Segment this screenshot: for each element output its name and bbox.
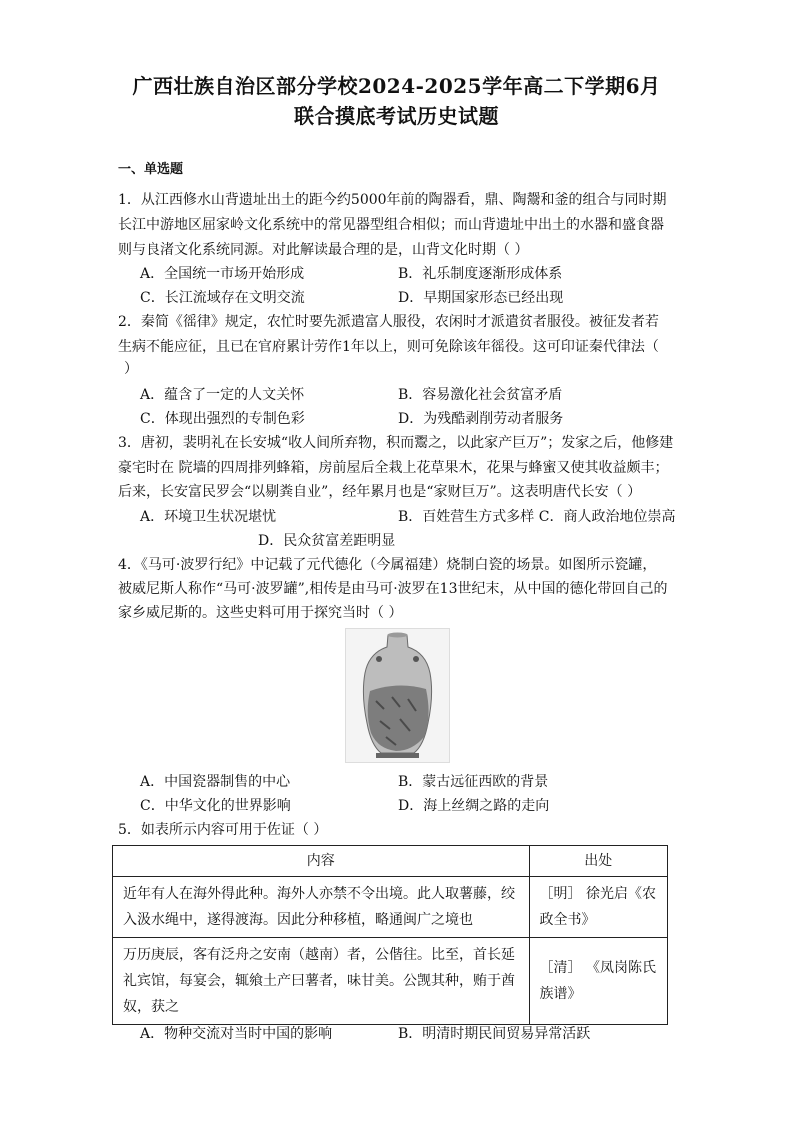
table-cell-source: ［明］ 徐光启《农政全书》 [529,877,668,938]
question-2-option-d[interactable]: D．为残酷剥削劳动者服务 [398,411,564,427]
question-1-option-c[interactable]: C．长江流域存在文明交流 [140,290,305,306]
source-table [112,845,668,1025]
question-2-option-a[interactable]: A．蕴含了一定的人文关怀 [140,387,305,403]
question-4-line-3: 家乡威尼斯的。这些史料可用于探究当时（ ） [118,605,403,621]
question-5-option-b[interactable]: B．明清时期民间贸易异常活跃 [398,1026,591,1042]
question-3-line-2: 豪宅时在 院墙的四周排列蜂箱，房前屋后全栽上花草果木，花果与蜂蜜又使其收益颇丰； [118,460,669,476]
question-2-line-1: 2．秦简《徭律》规定，农忙时要先派遣富人服役，农闲时才派遣贫者服役。被征发者若 [118,314,659,330]
question-1-line-1: 1．从江西修水山背遗址出土的距今约5000年前的陶器看，鼎、陶鬶和釜的组合与同时期 [118,192,667,208]
question-5-option-a[interactable]: A．物种交流对当时中国的影响 [140,1026,333,1042]
exam-title-line2: 联合摸底考试历史试题 [294,104,499,128]
question-3-option-d[interactable]: D．民众贫富差距明显 [258,533,396,549]
question-4-option-d[interactable]: D．海上丝绸之路的走向 [398,798,550,814]
exam-title-line1: 广西壮族自治区部分学校2024-2025学年高二下学期6月 [132,74,661,98]
table-cell-content: 万历庚辰，客有泛舟之安南（越南）者，公偕往。比至，首长延礼宾馆，每宴会，辄飨土产曰薯者，味甘美。公觊其种，贿于酋奴，获之 [113,938,530,1025]
table-row [113,877,668,938]
question-2-line-3: ） [124,361,138,377]
question-3-line-3: 后来，长安富民罗会“以剔粪自业”，经年累月也是“家财巨万”。这表明唐代长安（ ） [118,484,642,500]
question-4-option-b[interactable]: B．蒙古远征西欧的背景 [398,774,549,790]
question-1-option-a[interactable]: A．全国统一市场开始形成 [140,266,305,282]
question-3-option-a[interactable]: A．环境卫生状况堪忧 [140,509,277,525]
table-header-content: 内容 [113,846,530,877]
question-1-option-d[interactable]: D．早期国家形态已经出现 [398,290,564,306]
question-1-option-b[interactable]: B．礼乐制度逐渐形成体系 [398,266,563,282]
question-3-option-b-c[interactable]: B．百姓营生方式多样 C．商人政治地位崇高 [398,509,676,525]
question-1-line-2: 长江中游地区屈家岭文化系统中的常见器型组合相似；而山背遗址中出土的水器和盛食器 [118,217,664,233]
section-heading: 一、单选题 [118,162,184,177]
table-header-source: 出处 [529,846,668,877]
jar-drawing [346,629,449,762]
question-2-option-b[interactable]: B．容易激化社会贫富矛盾 [398,387,563,403]
question-5-line-1: 5．如表所示内容可用于佐证（ ） [118,822,328,838]
question-4-option-c[interactable]: C．中华文化的世界影响 [140,798,291,814]
table-cell-content: 近年有人在海外得此种。海外人亦禁不令出境。此人取薯藤，绞入汲水绳中，遂得渡海。因此分种移植，略通闽广之境也 [113,877,530,938]
table-row [113,938,668,1025]
question-4-line-1: 4．《马可·波罗行纪》中记载了元代德化（今属福建）烧制白瓷的场景。如图所示瓷罐， [118,557,657,573]
question-2-option-c[interactable]: C．体现出强烈的专制色彩 [140,411,305,427]
question-4-option-a[interactable]: A．中国瓷器制售的中心 [140,774,291,790]
question-4-line-2: 被威尼斯人称作“马可·波罗罐”,相传是由马可·波罗在13世纪末，从中国的德化带回自己的 [118,581,668,597]
table-header-row [113,846,668,877]
porcelain-jar-image [345,628,450,763]
question-2-line-2: 生病不能应征，且已在官府累计劳作1年以上，则可免除该年徭役。这可印证秦代律法（ [118,339,659,355]
question-1-line-3: 则与良渚文化系统同源。对此解读最合理的是，山背文化时期（ ） [118,242,529,258]
question-3-line-1: 3．唐初，裴明礼在长安城“收人间所弃物，积而鬻之，以此家产巨万”；发家之后，他修建 [118,435,674,451]
table-cell-source: ［清］ 《凤岗陈氏族谱》 [529,938,668,1025]
